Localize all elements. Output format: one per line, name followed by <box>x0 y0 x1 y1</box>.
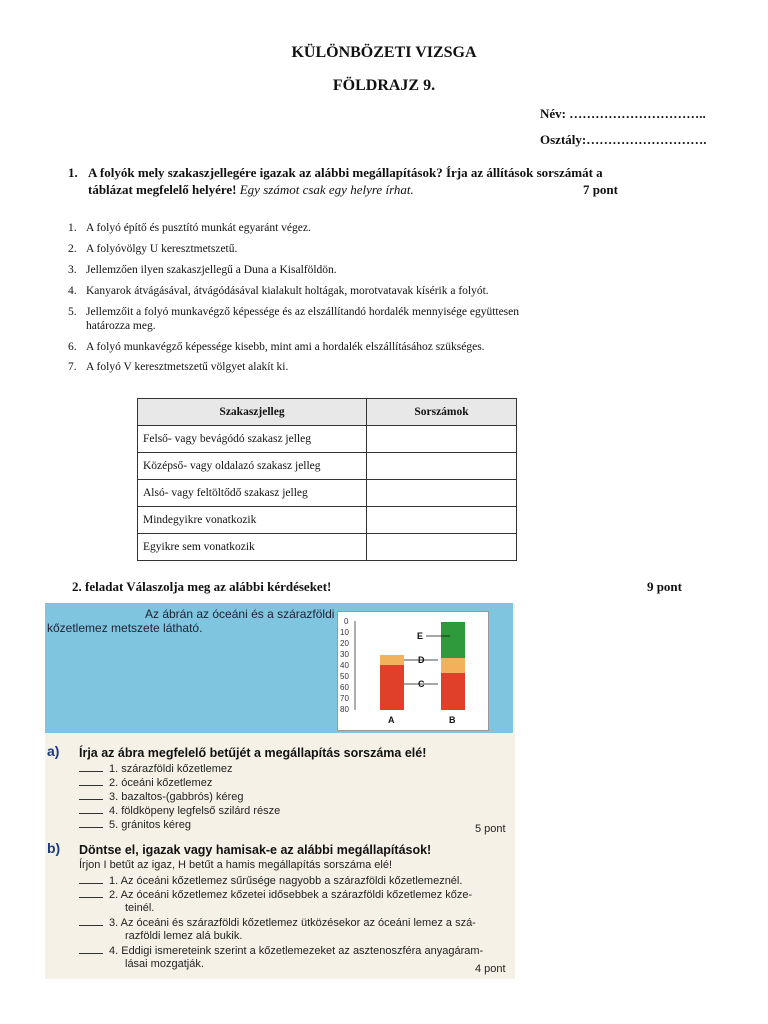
column-b-basaltic-crust <box>441 658 465 673</box>
tick-label: 70 <box>340 694 349 703</box>
table-row <box>138 507 517 534</box>
section-b-title: Döntse el, igazak vagy hamisak-e az alábbi megállapítások! <box>79 843 432 857</box>
page-title: KÜLÖNBÖZETI VIZSGA <box>291 44 477 61</box>
answer-cell[interactable] <box>367 480 517 507</box>
answer-cell[interactable] <box>367 507 517 534</box>
task1-text: A folyók mely szakaszjellegére igazak az alábbi megállapítások? Írja az állítások sorszámát a táblázat megfelelő helyére! <box>88 165 603 197</box>
answer-cell[interactable] <box>367 453 517 480</box>
label-e: E <box>417 631 424 641</box>
table-row <box>138 534 517 561</box>
answer-blank[interactable] <box>79 785 103 786</box>
task1-note: Egy számot csak egy helyre írhat. <box>239 182 414 197</box>
intro-text: Az ábrán az óceáni és a szárazföldi <box>145 607 335 621</box>
answer-cell[interactable] <box>367 426 517 453</box>
table-row <box>138 426 517 453</box>
tick-label: 20 <box>340 639 349 648</box>
table-row <box>138 453 517 480</box>
section-b-item: 2. Az óceáni kőzetlemez kőzetei idősebbek a szárazföldi kőzetlemez kőze- teinél. <box>79 889 509 915</box>
statement: 1. A folyó építő és pusztító munkát egyaránt végez. <box>68 222 311 234</box>
classification-table <box>137 398 517 561</box>
statement: 2. A folyóvölgy U keresztmetszetű. <box>68 243 238 255</box>
task1-points: 7 pont <box>582 182 618 197</box>
row-label: Egyikre sem vonatkozik <box>138 534 367 561</box>
statement: 3. Jellemzően ilyen szakaszjellegű a Duna a Kisalföldön. <box>68 264 337 276</box>
column-b-mantle <box>441 673 465 710</box>
tick-label: 30 <box>340 650 349 659</box>
row-label: Felső- vagy bevágódó szakasz jelleg <box>138 426 367 453</box>
answer-cell[interactable] <box>367 534 517 561</box>
task1-question <box>68 164 628 198</box>
page-subtitle: FÖLDRAJZ 9. <box>332 77 436 94</box>
tick-label: 10 <box>340 628 349 637</box>
statement: 7. A folyó V keresztmetszetű völgyet alakít ki. <box>68 361 289 373</box>
section-a-item: 1. szárazföldi kőzetlemez <box>79 763 233 776</box>
table-header: Szakaszjelleg <box>138 399 367 426</box>
answer-blank[interactable] <box>79 953 103 954</box>
section-a-item: 4. földköpeny legfelső szilárd része <box>79 805 280 818</box>
section-a-item: 5. gránitos kéreg <box>79 819 191 832</box>
column-b-granitic-crust <box>441 622 465 658</box>
section-a-item: 3. bazaltos-(gabbrós) kéreg <box>79 791 244 804</box>
statement: 4. Kanyarok átvágásával, átvágódásával kialakult holtágak, morotvatavak kísérik a folyót. <box>68 285 489 297</box>
section-b-points: 4 pont <box>475 963 506 975</box>
answer-blank[interactable] <box>79 827 103 828</box>
row-label: Mindegyikre vonatkozik <box>138 507 367 534</box>
task2-points: 9 pont <box>646 579 682 594</box>
column-a-mantle <box>380 665 404 710</box>
section-b-item: 3. Az óceáni és szárazföldi kőzetlemez ütközésekor az óceáni lemez a szá- razföldi lemez alá bukik. <box>79 917 509 943</box>
answer-blank[interactable] <box>79 883 103 884</box>
task2-heading <box>72 579 682 595</box>
section-b-item: 4. Eddigi ismereteink szerint a kőzetlemezeket az asztenoszféra anyagáram- lásai mozgatják. <box>79 945 509 971</box>
label-b: B <box>449 715 456 725</box>
name-field: Név: ………………………….. <box>540 106 706 121</box>
tick-label: 0 <box>344 617 349 626</box>
answer-blank[interactable] <box>79 771 103 772</box>
answer-blank[interactable] <box>79 799 103 800</box>
section-b-instruction: Írjon I betűt az igaz, H betűt a hamis megállapítás sorszáma elé! <box>79 859 393 871</box>
section-a-title: Írja az ábra megfelelő betűjét a megállapítás sorszáma elé! <box>79 746 427 760</box>
tick-label: 60 <box>340 683 349 692</box>
section-b-item: 1. Az óceáni kőzetlemez sűrűsége nagyobb a szárazföldi kőzetlemeznél. <box>79 875 509 888</box>
answer-blank[interactable] <box>79 925 103 926</box>
answer-blank[interactable] <box>79 813 103 814</box>
column-a-oceanic-crust <box>380 655 404 665</box>
answer-blank[interactable] <box>79 897 103 898</box>
class-field: Osztály:………………………. <box>540 132 707 147</box>
row-label: Középső- vagy oldalazó szakasz jelleg <box>138 453 367 480</box>
label-a: A <box>388 715 395 725</box>
intro-text-2: kőzetlemez metszete látható. <box>47 621 203 635</box>
table-row <box>138 480 517 507</box>
label-d: D <box>418 655 425 665</box>
section-a-label: a) <box>47 743 60 759</box>
tick-label: 50 <box>340 672 349 681</box>
statement: 5. Jellemzőit a folyó munkavégző képessége és az elszállítandó hordalék mennyisége együttesen határozza meg. <box>68 306 520 332</box>
section-b-label: b) <box>47 840 61 856</box>
section-a-item: 2. óceáni kőzetlemez <box>79 777 212 790</box>
table-header: Sorszámok <box>367 399 517 426</box>
section-a-points: 5 pont <box>475 823 506 835</box>
task2-title: 2. feladat Válaszolja meg az alábbi kérdéseket! <box>72 579 332 594</box>
tick-label: 40 <box>340 661 349 670</box>
plate-cross-section-figure <box>337 611 489 731</box>
row-label: Alsó- vagy feltöltődő szakasz jelleg <box>138 480 367 507</box>
task1-number: 1. <box>68 165 78 180</box>
tick-label: 80 <box>340 705 349 714</box>
cross-section-svg <box>338 612 488 730</box>
textbook-excerpt <box>45 603 515 979</box>
label-c: C <box>418 679 425 689</box>
statement: 6. A folyó munkavégző képessége kisebb, mint ami a hordalék elszállításához szükséges. <box>68 341 485 353</box>
